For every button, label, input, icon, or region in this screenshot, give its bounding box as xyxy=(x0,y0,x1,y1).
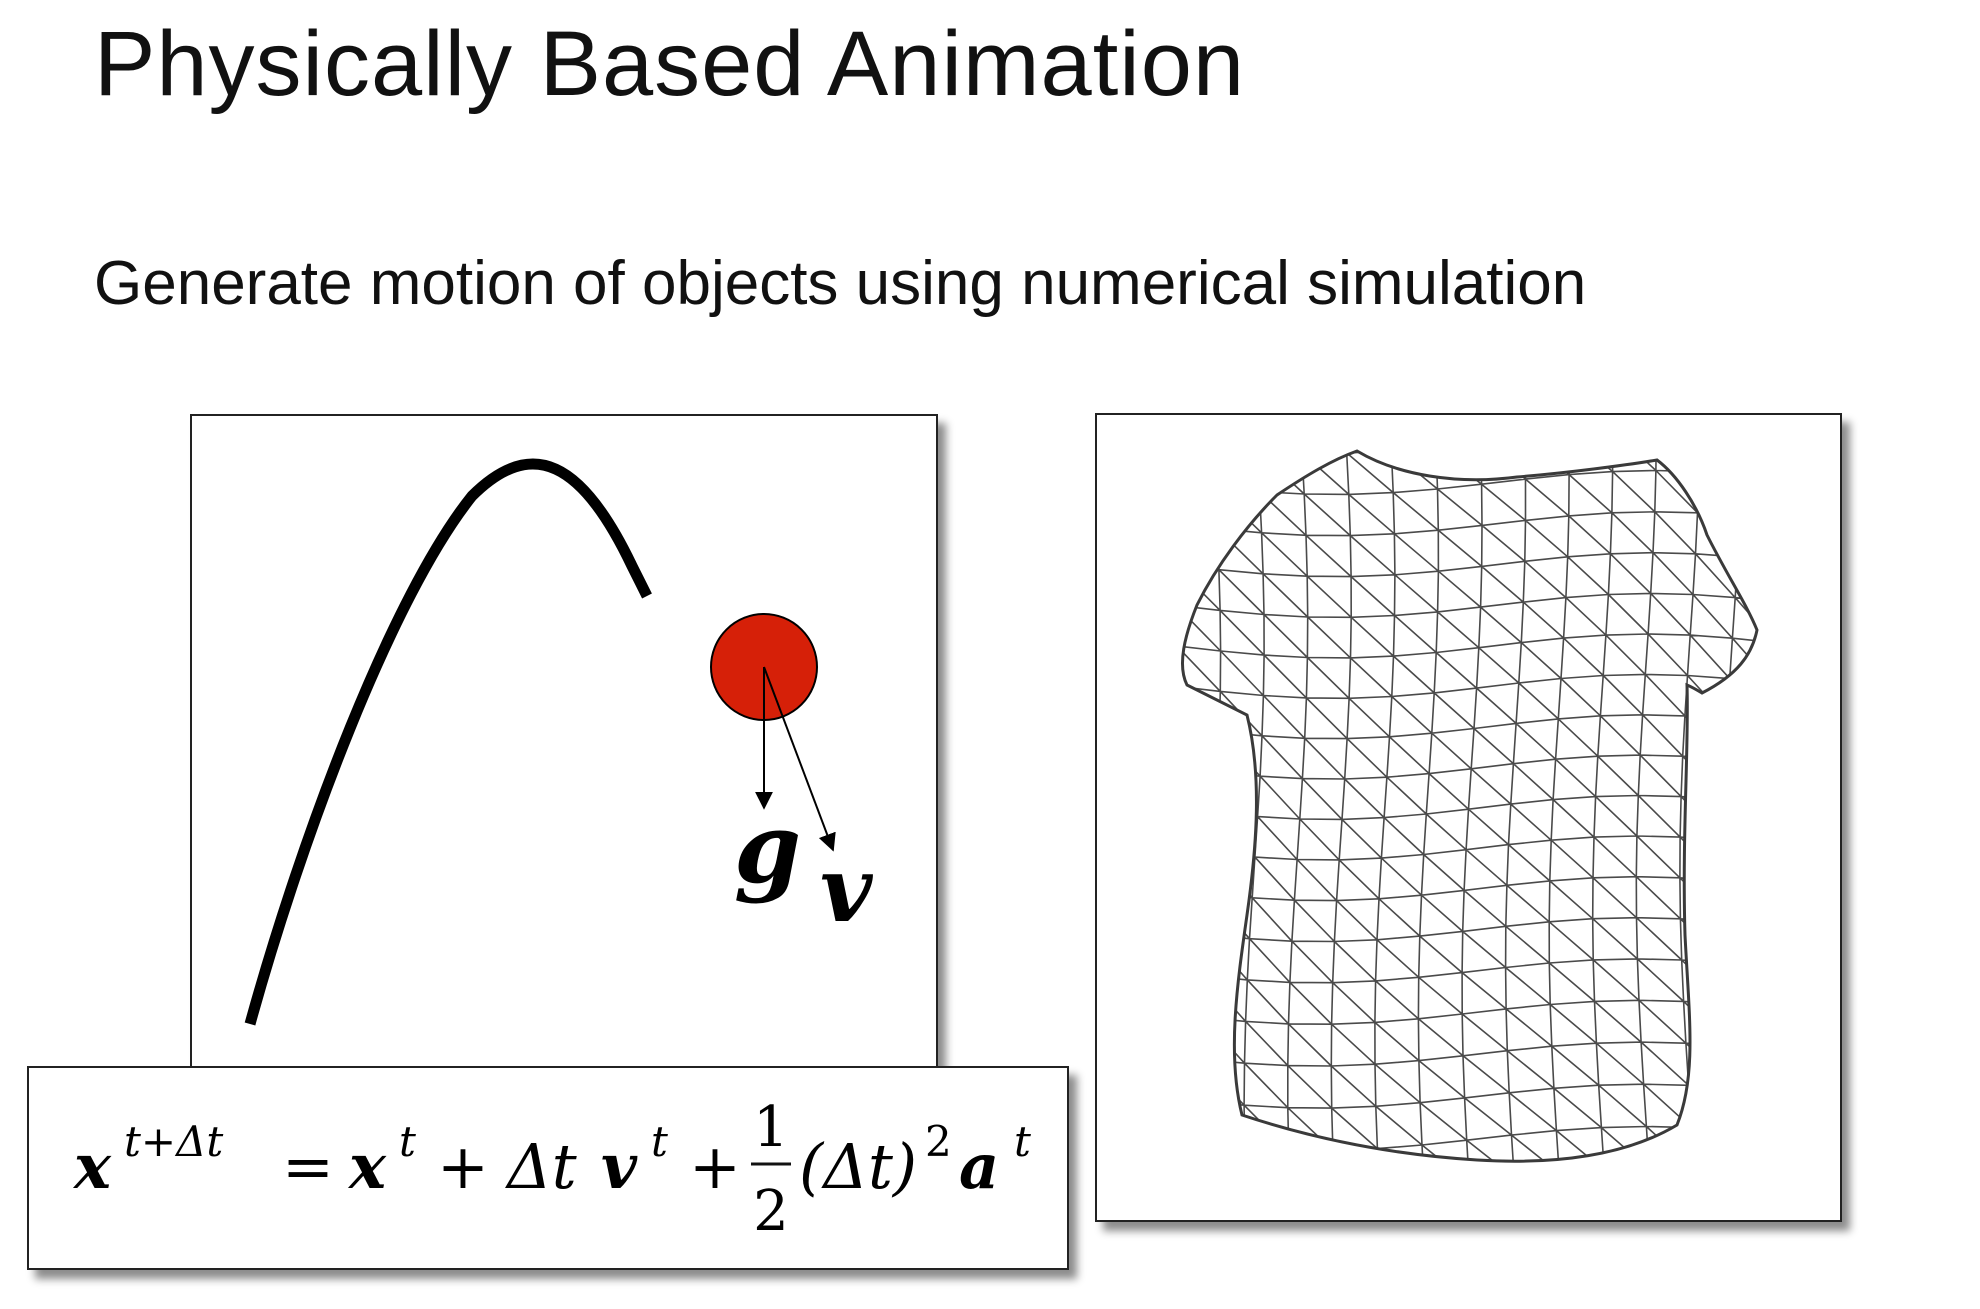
formula-term2-delta: Δt xyxy=(507,1130,577,1203)
velocity-label: v xyxy=(820,837,873,943)
formula-lhs-sup: t+Δt xyxy=(124,1117,224,1166)
formula-fraction-numerator: 1 xyxy=(753,1095,789,1160)
gravity-label: g xyxy=(734,792,802,905)
formula-term2-sup: t xyxy=(651,1117,668,1166)
slide-title: Physically Based Animation xyxy=(94,13,1246,115)
trajectory-curve xyxy=(250,464,647,1024)
formula-fraction-denominator: 2 xyxy=(753,1179,789,1244)
formula-term3-paren: (Δt) xyxy=(799,1130,918,1203)
projectile-svg xyxy=(192,416,936,1076)
formula-plus-2: + xyxy=(689,1130,741,1203)
formula-plus-1: + xyxy=(437,1130,489,1203)
formula-term3-square: 2 xyxy=(925,1117,952,1166)
shirt-mesh-svg xyxy=(1097,415,1840,1220)
formula-term1-sup: t xyxy=(399,1117,416,1166)
position-update-formula xyxy=(27,1066,1069,1270)
formula-term3-var: a xyxy=(959,1130,1000,1203)
formula-term3-sup: t xyxy=(1014,1117,1031,1166)
formula-term1-var: x xyxy=(349,1130,386,1203)
cloth-mesh xyxy=(1157,429,1786,1193)
mesh-edges xyxy=(1157,429,1786,1193)
slide-subtitle: Generate motion of objects using numerical simulation xyxy=(94,249,1587,318)
formula-lhs-var: x xyxy=(74,1130,111,1203)
cloth-simulation-image xyxy=(1095,413,1842,1222)
formula-equals: = xyxy=(282,1130,334,1203)
projectile-diagram xyxy=(190,414,938,1078)
formula-term2-var: v xyxy=(601,1130,638,1203)
formula-svg xyxy=(29,1068,1067,1268)
